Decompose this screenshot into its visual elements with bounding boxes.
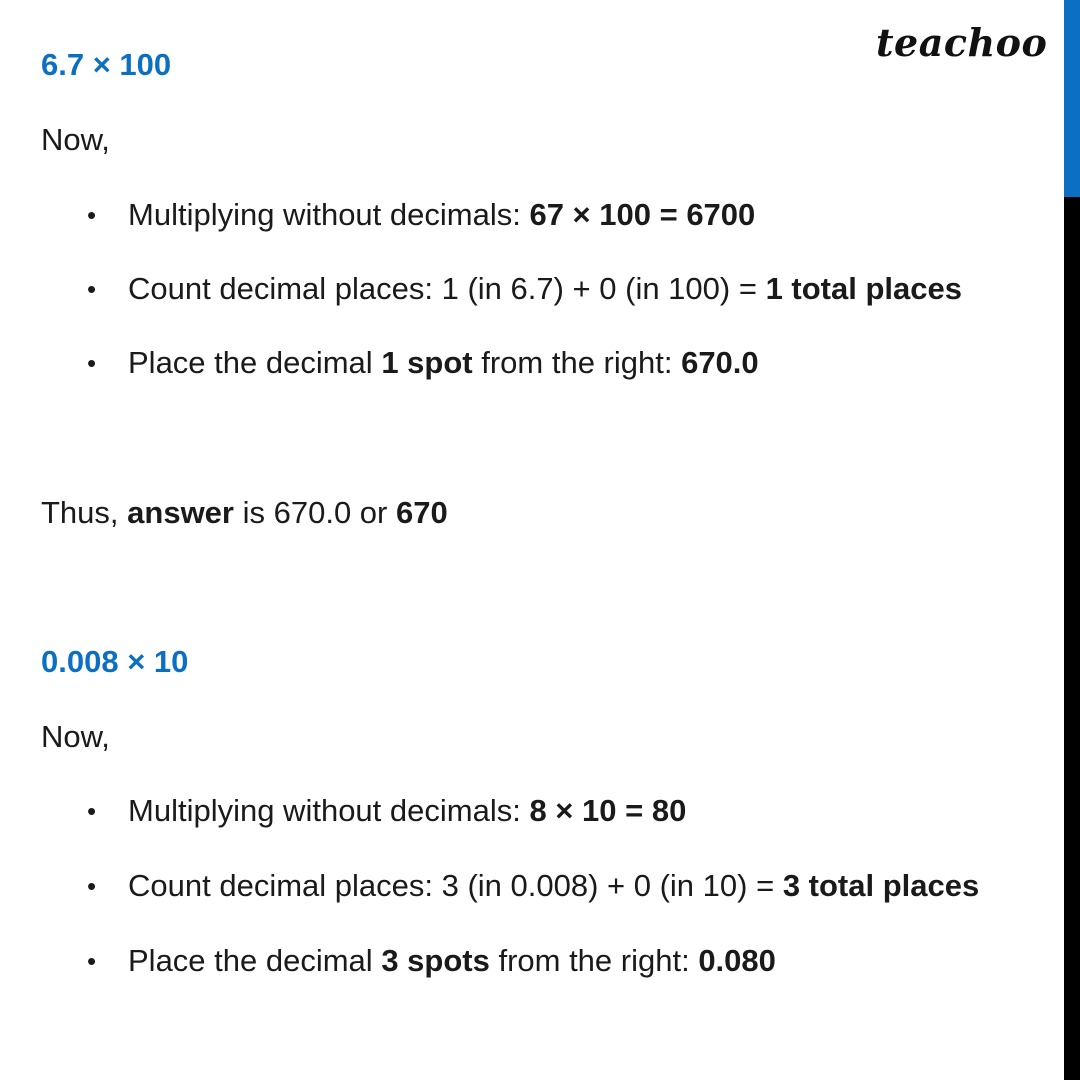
bullet-text-2: from the right: (489, 943, 699, 978)
section-1-intro: Now, (41, 122, 110, 157)
section-1-bullet-2 (87, 270, 962, 308)
bullet-bold: 67 × 100 = 6700 (529, 197, 756, 232)
section-1-heading: 6.7 × 100 (41, 47, 172, 82)
bullet-bold-2: 670.0 (681, 345, 759, 380)
scrollbar[interactable] (1064, 0, 1080, 1080)
bullet-glyph: • (87, 871, 97, 901)
conclusion-answer: 670 (395, 495, 448, 530)
conclusion-middle: is 670.0 or (234, 495, 396, 530)
bullet-bold: 3 total places (782, 868, 980, 903)
section-2-intro: Now, (41, 719, 110, 754)
bullet-glyph: • (87, 274, 97, 304)
section-1-conclusion (41, 494, 448, 532)
scrollbar-thumb[interactable] (1064, 0, 1080, 197)
bullet-glyph: • (87, 348, 97, 378)
bullet-bold: 8 × 10 = 80 (529, 793, 687, 828)
bullet-glyph: • (87, 946, 97, 976)
teachoo-logo: teachoo (876, 20, 1048, 65)
section-2-bullet-1 (87, 792, 686, 830)
bullet-bold-2: 0.080 (698, 943, 776, 978)
bullet-text: Multiplying without decimals: (128, 793, 530, 828)
section-2-bullet-2 (87, 867, 979, 905)
bullet-text: Count decimal places: 1 (in 6.7) + 0 (in 100) = (128, 271, 766, 306)
section-1-bullet-3 (87, 344, 759, 382)
bullet-text: Place the decimal (128, 345, 382, 380)
bullet-glyph: • (87, 796, 97, 826)
bullet-bold: 3 spots (381, 943, 490, 978)
bullet-bold: 1 spot (381, 345, 473, 380)
section-2-heading: 0.008 × 10 (41, 644, 189, 679)
conclusion-prefix: Thus, (41, 495, 128, 530)
section-2-bullet-3 (87, 942, 776, 980)
bullet-text-2: from the right: (472, 345, 682, 380)
bullet-glyph: • (87, 200, 97, 230)
bullet-text: Place the decimal (128, 943, 382, 978)
section-1-bullet-1 (87, 196, 755, 234)
conclusion-bold: answer (127, 495, 234, 530)
bullet-text: Multiplying without decimals: (128, 197, 530, 232)
bullet-bold: 1 total places (765, 271, 962, 306)
bullet-text: Count decimal places: 3 (in 0.008) + 0 (in 10) = (128, 868, 783, 903)
